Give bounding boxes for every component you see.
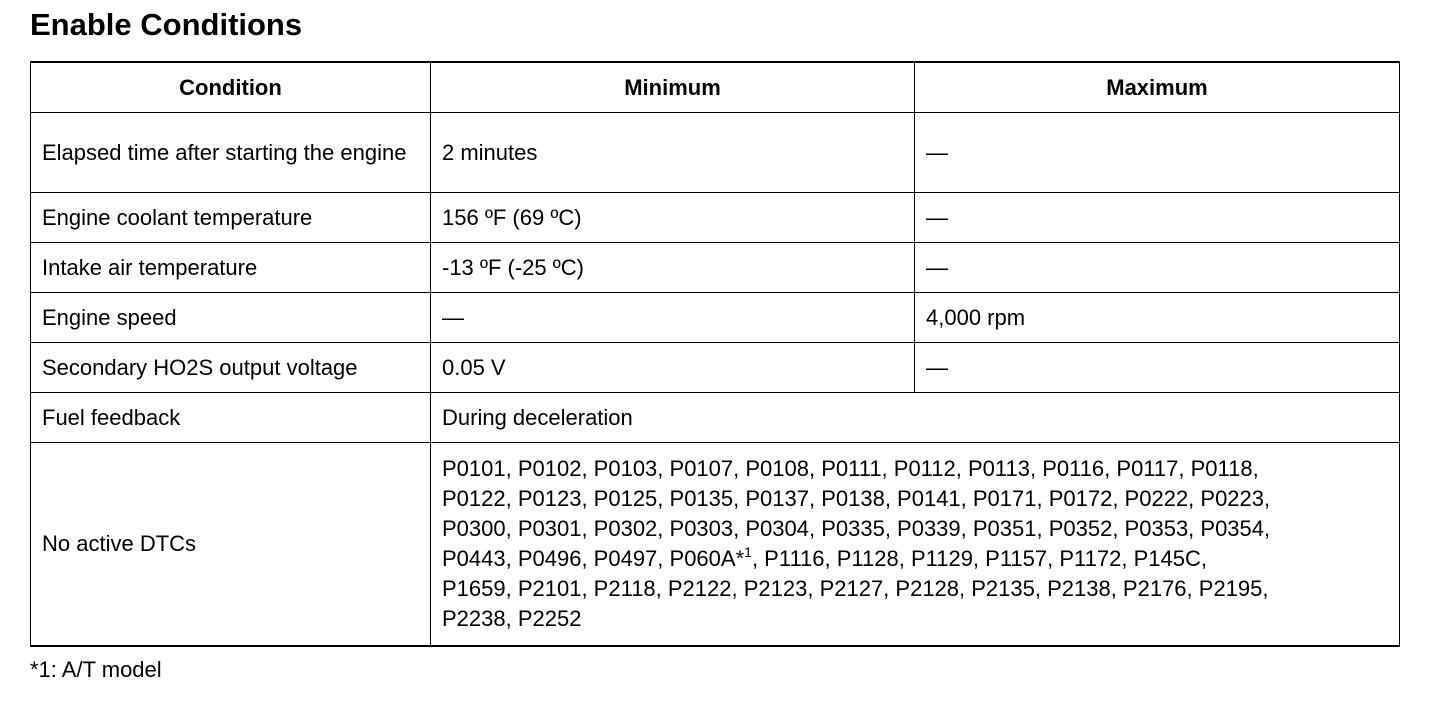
dtc-line: P2238, P2252 bbox=[442, 606, 582, 631]
minimum-cell: 0.05 V bbox=[431, 343, 915, 393]
footnote-reference: 1 bbox=[744, 544, 752, 560]
maximum-cell: — bbox=[915, 243, 1400, 293]
page-title: Enable Conditions bbox=[30, 7, 303, 42]
header-condition: Condition bbox=[31, 62, 431, 113]
maximum-cell: — bbox=[915, 343, 1400, 393]
table-row bbox=[31, 443, 1400, 647]
condition-cell: Engine coolant temperature bbox=[31, 193, 431, 243]
header-minimum: Minimum bbox=[431, 62, 915, 113]
header-maximum: Maximum bbox=[915, 62, 1400, 113]
minimum-cell: — bbox=[431, 293, 915, 343]
dtc-line: P0443, P0496, P0497, P060A* bbox=[442, 546, 745, 571]
maximum-cell: — bbox=[915, 193, 1400, 243]
enable-conditions-table bbox=[30, 61, 1400, 647]
dtc-line: P0101, P0102, P0103, P0107, P0108, P0111, P0112, P0113, P0116, P0117, P0118, bbox=[442, 456, 1259, 481]
maximum-cell: — bbox=[915, 113, 1400, 193]
table-row bbox=[31, 393, 1400, 443]
dtc-line: , P1116, P1128, P1129, P1157, P1172, P145C, bbox=[751, 546, 1207, 571]
condition-cell: Intake air temperature bbox=[31, 243, 431, 293]
table-row bbox=[31, 113, 1400, 193]
dtc-line: P0300, P0301, P0302, P0303, P0304, P0335, P0339, P0351, P0352, P0353, P0354, bbox=[442, 516, 1271, 541]
minimum-cell: 2 minutes bbox=[431, 113, 915, 193]
dtc-line: P0122, P0123, P0125, P0135, P0137, P0138, P0141, P0171, P0172, P0222, P0223, bbox=[442, 486, 1271, 511]
table-row bbox=[31, 293, 1400, 343]
table-header-row bbox=[31, 62, 1400, 113]
condition-cell: No active DTCs bbox=[31, 443, 431, 647]
table-row bbox=[31, 243, 1400, 293]
condition-cell: Fuel feedback bbox=[31, 393, 431, 443]
footnote: *1: A/T model bbox=[30, 657, 162, 682]
condition-cell: Secondary HO2S output voltage bbox=[31, 343, 431, 393]
dtc-list-cell bbox=[431, 443, 1400, 647]
fuel-feedback-value-cell: During deceleration bbox=[431, 393, 1400, 443]
table-row bbox=[31, 343, 1400, 393]
maximum-cell: 4,000 rpm bbox=[915, 293, 1400, 343]
condition-cell: Elapsed time after starting the engine bbox=[31, 113, 431, 193]
minimum-cell: -13 ºF (-25 ºC) bbox=[431, 243, 915, 293]
minimum-cell: 156 ºF (69 ºC) bbox=[431, 193, 915, 243]
table-row bbox=[31, 193, 1400, 243]
dtc-line: P1659, P2101, P2118, P2122, P2123, P2127, P2128, P2135, P2138, P2176, P2195, bbox=[442, 576, 1269, 601]
condition-cell: Engine speed bbox=[31, 293, 431, 343]
